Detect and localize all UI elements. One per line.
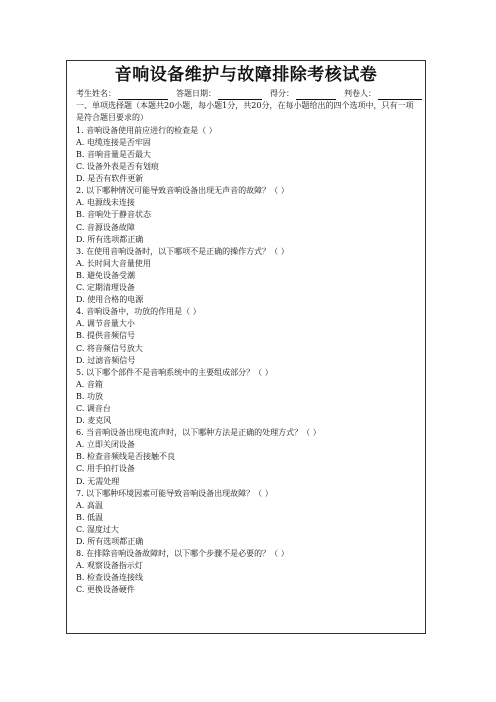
- question-text: 6. 当音响设备出现电流声时，以下哪种方法是正确的处理方式？（ ）: [76, 428, 321, 438]
- answer-option[interactable]: A. 观察设备指示灯: [76, 561, 143, 571]
- answer-option[interactable]: B. 避免设备受潮: [76, 270, 135, 280]
- answer-option[interactable]: C. 湿度过大: [76, 524, 119, 534]
- answer-option[interactable]: C. 将音频信号放大: [76, 343, 143, 353]
- answer-option[interactable]: A. 立即关闭设备: [76, 440, 135, 450]
- answer-option[interactable]: B. 低温: [76, 512, 103, 522]
- answer-option[interactable]: B. 功放: [76, 391, 103, 401]
- answer-option[interactable]: B. 检查音频线是否接触不良: [76, 452, 175, 462]
- answer-option[interactable]: D. 所有选项都正确: [76, 537, 144, 546]
- answer-option[interactable]: D. 使用合格的电源: [76, 295, 144, 305]
- answer-option[interactable]: A. 长时间大音量使用: [76, 258, 151, 268]
- answer-option[interactable]: A. 电源线未连接: [76, 198, 135, 208]
- answer-option[interactable]: C. 调音台: [76, 403, 111, 413]
- grader-label: 判卷人：: [344, 89, 376, 98]
- exam-paper: [66, 60, 426, 634]
- question-text: 8. 在排除音响设备故障时，以下哪个步骤不是必要的？（ ）: [76, 549, 289, 559]
- score-label: 得分：: [270, 89, 294, 98]
- grader-blank[interactable]: [378, 90, 422, 100]
- answer-option[interactable]: B. 检查设备连接线: [76, 573, 143, 583]
- question-text: 7. 以下哪种环境因素可能导致音响设备出现故障？（ ）: [76, 488, 273, 498]
- date-label: 答题日期：: [176, 89, 216, 98]
- score-blank[interactable]: [296, 90, 336, 100]
- answer-option[interactable]: C. 音源设备故障: [76, 222, 135, 232]
- answer-option[interactable]: D. 是否有软件更新: [76, 174, 144, 184]
- answer-option[interactable]: A. 调节音量大小: [76, 319, 135, 329]
- exam-title: 音响设备维护与故障排除考核试卷: [114, 65, 378, 85]
- answer-option[interactable]: C. 用手拍打设备: [76, 464, 135, 474]
- answer-option[interactable]: D. 无需处理: [76, 476, 120, 486]
- question-text: 3. 在使用音响设备时，以下哪项不是正确的操作方式？（ ）: [76, 246, 289, 256]
- question-text: 1. 音响设备使用前应进行的检查是（ ）: [76, 125, 217, 135]
- name-blank[interactable]: [118, 90, 168, 100]
- answer-option[interactable]: B. 提供音频信号: [76, 331, 135, 341]
- question-list: [67, 125, 425, 597]
- answer-option[interactable]: C. 设备外表是否有划痕: [76, 162, 159, 172]
- answer-option[interactable]: B. 音响处于静音状态: [76, 210, 151, 220]
- question-text: 4. 音响设备中，功放的作用是（ ）: [76, 307, 201, 317]
- answer-option[interactable]: A. 高温: [76, 500, 103, 510]
- answer-option[interactable]: C. 更换设备硬件: [76, 585, 135, 595]
- question-text: 2. 以下哪种情况可能导致音响设备出现无声音的故障？（ ）: [76, 186, 289, 196]
- answer-option[interactable]: D. 麦克风: [76, 416, 112, 426]
- section-heading: 一、单项选择题（本题共20小题，每小题1分，共20分，在每小题给出的四个选项中，只有一项是符合题目要求的）: [76, 101, 414, 123]
- answer-option[interactable]: C. 定期清理设备: [76, 283, 135, 293]
- answer-option[interactable]: D. 所有选项都正确: [76, 234, 144, 244]
- exam-info-line: [67, 87, 425, 100]
- answer-option[interactable]: D. 过滤音频信号: [76, 355, 136, 365]
- name-label: 考生姓名：: [76, 89, 116, 98]
- question-text: 5. 以下哪个部件不是音响系统中的主要组成部分？（ ）: [76, 367, 273, 377]
- answer-option[interactable]: B. 音响音量是否最大: [76, 150, 151, 159]
- date-blank[interactable]: [218, 90, 262, 100]
- answer-option[interactable]: A. 音箱: [76, 379, 103, 389]
- answer-option[interactable]: A. 电缆连接是否牢固: [76, 137, 151, 147]
